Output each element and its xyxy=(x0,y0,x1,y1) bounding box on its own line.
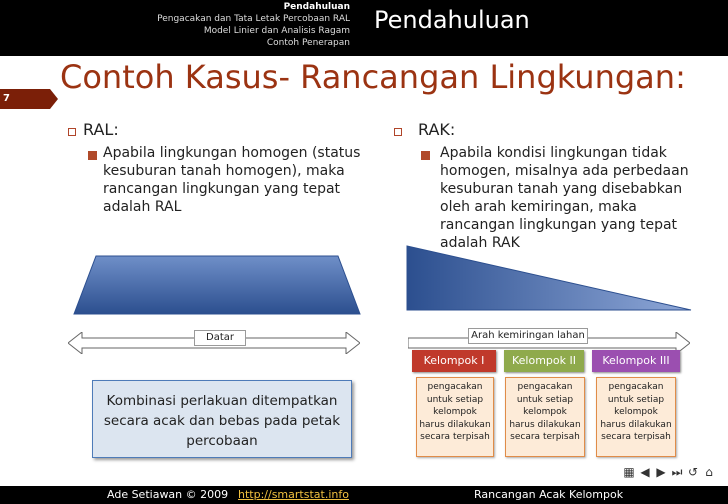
group2-line-1: pengacakan xyxy=(517,382,573,392)
slide-title: Contoh Kasus- Rancangan Lingkungan: xyxy=(60,58,686,96)
rak-line-6: adalah RAK xyxy=(440,235,520,251)
ral-line-2: kesuburan tanah homogen), maka xyxy=(103,163,345,179)
ral-line-3: rancangan lingkungan yang tepat xyxy=(103,181,341,197)
group3-line-1: pengacakan xyxy=(608,382,664,392)
prev-icon[interactable]: ◀ xyxy=(640,465,650,479)
rak-line-5: rancangan lingkungan yang tepat xyxy=(440,217,678,233)
group2-line-3: kelompok xyxy=(523,407,567,417)
back-icon[interactable]: ↺ xyxy=(687,465,699,479)
rak-line-3: kesuburan tanah yang disebabkan xyxy=(440,181,683,197)
group3-line-3: kelompok xyxy=(614,407,658,417)
group3-line-4: harus dilakukan xyxy=(600,419,672,430)
bullet-ral: RAL: xyxy=(83,120,119,139)
slide-number: 7 xyxy=(3,93,10,104)
section-title: Pendahuluan xyxy=(374,6,530,34)
ral-line-4: adalah RAL xyxy=(103,199,182,215)
sub-bullet-icon xyxy=(88,151,97,160)
rak-description xyxy=(440,144,689,252)
bullet-square-icon xyxy=(68,128,76,136)
group-body-2 xyxy=(505,377,585,457)
arrow-label-datar: Datar xyxy=(194,330,246,346)
section-nav xyxy=(0,0,362,56)
slide-nav-controls xyxy=(622,464,716,484)
menu-icon[interactable]: ▦ xyxy=(623,465,635,479)
ral-description xyxy=(103,144,360,216)
box-line-2: secara acak dan bebas pada petak xyxy=(103,413,341,429)
rak-line-2: homogen, misalnya ada perbedaan xyxy=(440,163,689,179)
footer-author: Ade Setiawan © 2009 xyxy=(107,488,229,501)
nav-item-pengacakan[interactable]: Pengacakan dan Tata Letak Percobaan RAL xyxy=(157,14,350,24)
group-body-1 xyxy=(416,377,494,457)
group2-line-5: secara terpisah xyxy=(510,432,580,442)
group-header-3: Kelompok III xyxy=(592,350,680,372)
sub-bullet-icon xyxy=(421,151,430,160)
group2-line-4: harus dilakukan xyxy=(509,419,581,430)
home-icon[interactable]: ⌂ xyxy=(705,465,713,479)
footer-topic: Rancangan Acak Kelompok xyxy=(474,488,624,501)
group-header-2: Kelompok II xyxy=(504,350,584,372)
arrow-label-arah: Arah kemiringan lahan xyxy=(468,328,588,344)
group1-line-5: secara terpisah xyxy=(420,432,490,442)
ral-line-1: Apabila lingkungan homogen (status xyxy=(103,145,361,161)
group-body-3 xyxy=(596,377,676,457)
flat-land-shape xyxy=(72,254,362,316)
sloped-land-shape xyxy=(405,244,695,314)
group1-line-1: pengacakan xyxy=(427,382,483,392)
group-header-1: Kelompok I xyxy=(412,350,496,372)
group1-line-3: kelompok xyxy=(433,407,477,417)
next-icon[interactable]: ▶ xyxy=(656,465,666,479)
nav-item-model-linier[interactable]: Model Linier dan Analisis Ragam xyxy=(203,26,350,36)
group1-line-4: harus dilakukan xyxy=(419,419,491,430)
nav-item-pendahuluan[interactable]: Pendahuluan xyxy=(283,2,350,12)
box-line-1: Kombinasi perlakuan ditempatkan xyxy=(106,393,338,409)
rak-line-1: Apabila kondisi lingkungan tidak xyxy=(440,145,667,161)
group1-line-2: untuk setiap xyxy=(426,394,484,405)
bullet-rak: RAK: xyxy=(418,120,456,139)
group2-line-2: untuk setiap xyxy=(516,394,574,405)
footer-link[interactable]: http://smartstat.info xyxy=(238,488,349,501)
nav-item-contoh[interactable]: Contoh Penerapan xyxy=(266,38,350,48)
bullet-square-icon xyxy=(394,128,402,136)
rak-line-4: oleh arah kemiringan, maka xyxy=(440,199,637,215)
group3-line-5: secara terpisah xyxy=(601,432,671,442)
group3-line-2: untuk setiap xyxy=(607,394,665,405)
box-line-3: percobaan xyxy=(186,433,258,449)
randomization-box xyxy=(92,380,352,458)
end-icon[interactable]: ⏭ xyxy=(671,465,683,479)
